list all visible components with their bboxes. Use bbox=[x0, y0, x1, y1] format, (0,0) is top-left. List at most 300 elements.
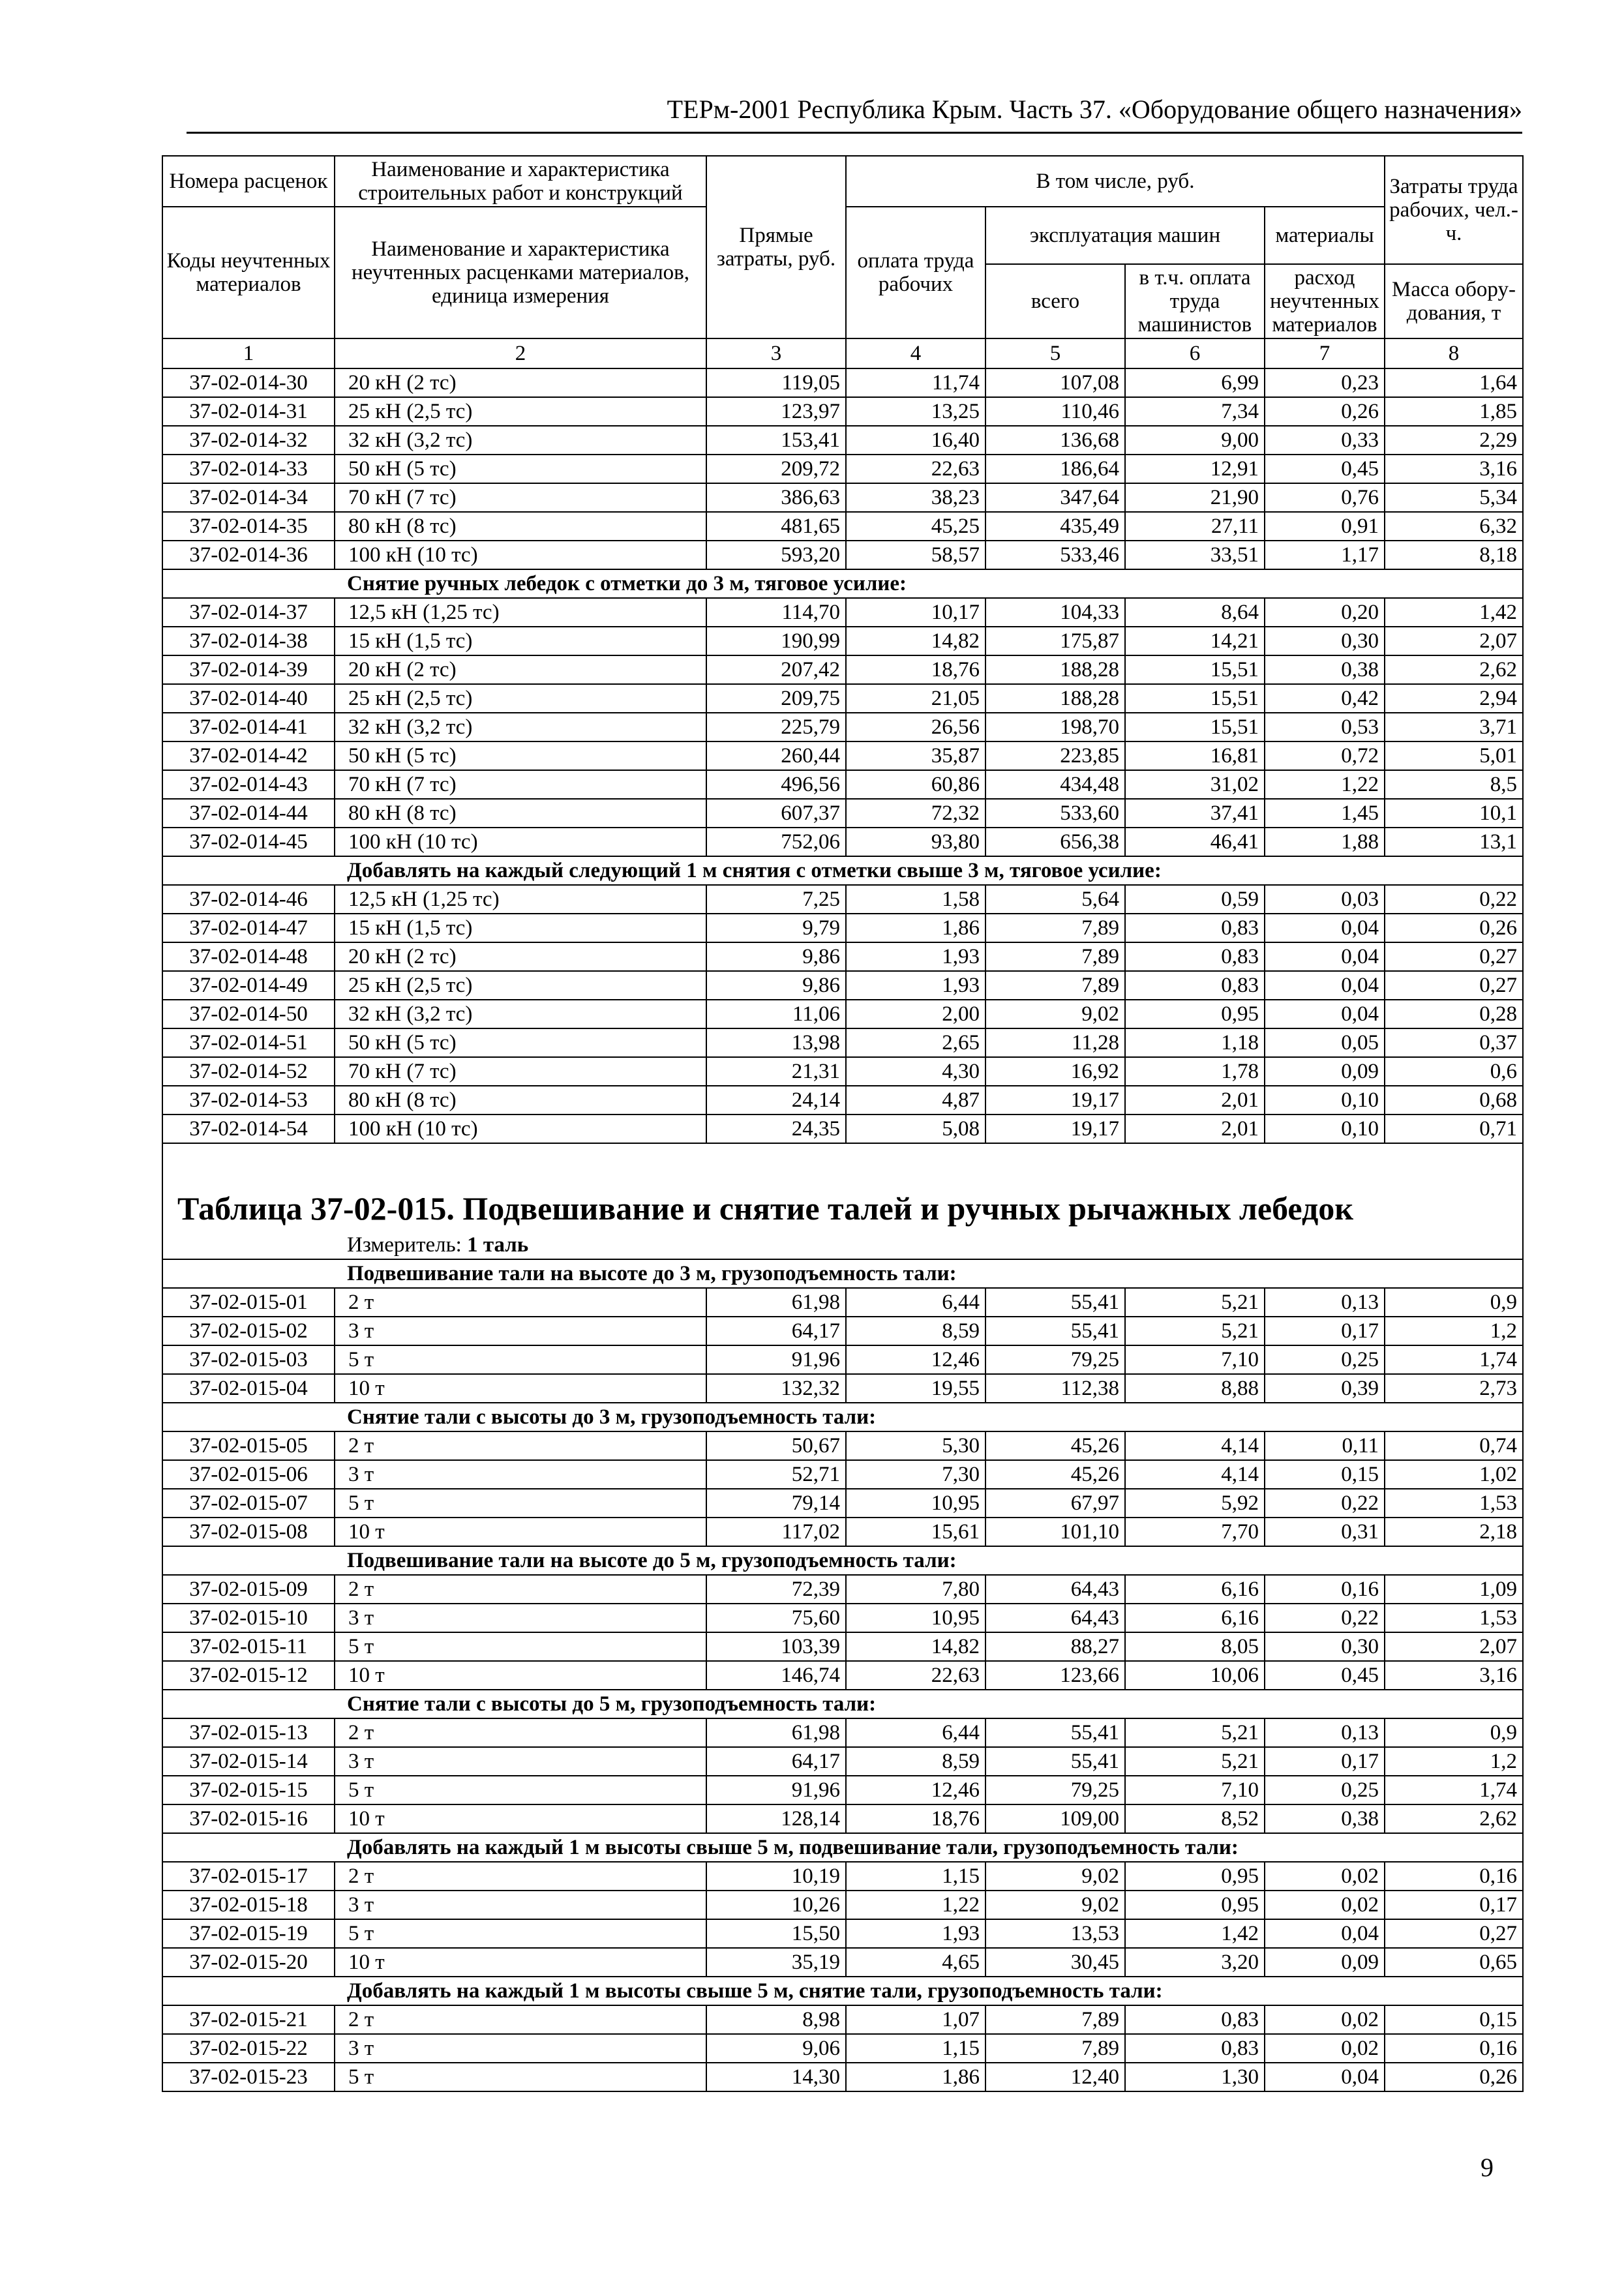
cell-work-name: 15 кН (1,5 тс) bbox=[335, 627, 706, 655]
header-machines: эксплуатация машин bbox=[985, 207, 1265, 264]
table-row bbox=[162, 770, 1523, 799]
cell-direct-costs: 79,14 bbox=[706, 1489, 846, 1518]
section-015-hang-3m bbox=[162, 1259, 1523, 1288]
cell-operator-wages: 27,11 bbox=[1125, 512, 1265, 541]
cell-work-name: 5 т bbox=[335, 1919, 706, 1948]
cell-direct-costs: 91,96 bbox=[706, 1345, 846, 1374]
cell-unaccounted-materials: 0,53 bbox=[1265, 713, 1385, 741]
cell-unaccounted-materials: 0,39 bbox=[1265, 1374, 1385, 1403]
cell-labor-costs: 5,01 bbox=[1385, 741, 1523, 770]
cell-rate-code: 37-02-015-15 bbox=[162, 1776, 335, 1804]
cell-operator-wages: 1,18 bbox=[1125, 1028, 1265, 1057]
cell-work-name: 70 кН (7 тс) bbox=[335, 1057, 706, 1086]
table-row bbox=[162, 885, 1523, 914]
cell-machines-total: 223,85 bbox=[985, 741, 1125, 770]
cell-unaccounted-materials: 1,17 bbox=[1265, 541, 1385, 569]
cell-unaccounted-materials: 0,22 bbox=[1265, 1604, 1385, 1632]
table-row bbox=[162, 1460, 1523, 1489]
cell-operator-wages: 0,83 bbox=[1125, 2034, 1265, 2063]
cell-work-name: 5 т bbox=[335, 1345, 706, 1374]
cell-wages: 5,08 bbox=[846, 1115, 985, 1143]
cell-operator-wages: 12,91 bbox=[1125, 455, 1265, 483]
cell-unaccounted-materials: 0,04 bbox=[1265, 1919, 1385, 1948]
column-index: 4 bbox=[846, 338, 985, 368]
cell-rate-code: 37-02-015-07 bbox=[162, 1489, 335, 1518]
cell-work-name: 32 кН (3,2 тс) bbox=[335, 1000, 706, 1028]
cell-unaccounted-materials: 0,02 bbox=[1265, 2034, 1385, 2063]
cell-rate-code: 37-02-015-20 bbox=[162, 1948, 335, 1977]
cell-operator-wages: 4,14 bbox=[1125, 1431, 1265, 1460]
cell-labor-costs: 0,6 bbox=[1385, 1057, 1523, 1086]
cell-operator-wages: 0,95 bbox=[1125, 1000, 1265, 1028]
cell-wages: 45,25 bbox=[846, 512, 985, 541]
cell-direct-costs: 114,70 bbox=[706, 598, 846, 627]
header-materials: материалы bbox=[1265, 207, 1385, 264]
table-row bbox=[162, 1747, 1523, 1776]
cell-wages: 13,25 bbox=[846, 397, 985, 426]
cell-direct-costs: 593,20 bbox=[706, 541, 846, 569]
table-row bbox=[162, 368, 1523, 397]
cell-labor-costs: 0,22 bbox=[1385, 885, 1523, 914]
cell-work-name: 3 т bbox=[335, 2034, 706, 2063]
cell-operator-wages: 0,95 bbox=[1125, 1891, 1265, 1919]
cell-operator-wages: 7,70 bbox=[1125, 1518, 1265, 1546]
cell-wages: 1,93 bbox=[846, 971, 985, 1000]
cell-unaccounted-materials: 1,45 bbox=[1265, 799, 1385, 828]
cell-rate-code: 37-02-015-10 bbox=[162, 1604, 335, 1632]
cell-direct-costs: 9,86 bbox=[706, 942, 846, 971]
cell-unaccounted-materials: 0,04 bbox=[1265, 971, 1385, 1000]
table-title: Таблица 37-02-015. Подвешивание и снятие талей и ручных рычажных лебедок bbox=[162, 1186, 1523, 1231]
cell-work-name: 2 т bbox=[335, 2005, 706, 2034]
cell-work-name: 32 кН (3,2 тс) bbox=[335, 713, 706, 741]
table-row bbox=[162, 1661, 1523, 1690]
table-row bbox=[162, 1115, 1523, 1143]
cell-work-name: 100 кН (10 тс) bbox=[335, 828, 706, 856]
cell-labor-costs: 0,16 bbox=[1385, 1862, 1523, 1891]
cell-work-name: 15 кН (1,5 тс) bbox=[335, 914, 706, 942]
cell-labor-costs: 3,16 bbox=[1385, 455, 1523, 483]
table-row bbox=[162, 971, 1523, 1000]
cell-direct-costs: 128,14 bbox=[706, 1804, 846, 1833]
cell-work-name: 3 т bbox=[335, 1317, 706, 1345]
cell-machines-total: 5,64 bbox=[985, 885, 1125, 914]
cell-work-name: 25 кН (2,5 тс) bbox=[335, 971, 706, 1000]
cell-direct-costs: 75,60 bbox=[706, 1604, 846, 1632]
cell-operator-wages: 7,10 bbox=[1125, 1345, 1265, 1374]
section-014-removal-rows bbox=[162, 598, 1523, 856]
table-row bbox=[162, 914, 1523, 942]
cell-unaccounted-materials: 0,09 bbox=[1265, 1948, 1385, 1977]
table-row bbox=[162, 512, 1523, 541]
cell-rate-code: 37-02-014-52 bbox=[162, 1057, 335, 1086]
cell-wages: 22,63 bbox=[846, 1661, 985, 1690]
cell-work-name: 3 т bbox=[335, 1604, 706, 1632]
cell-wages: 10,95 bbox=[846, 1604, 985, 1632]
cell-labor-costs: 2,07 bbox=[1385, 627, 1523, 655]
cell-labor-costs: 6,32 bbox=[1385, 512, 1523, 541]
cell-operator-wages: 1,78 bbox=[1125, 1057, 1265, 1086]
cell-direct-costs: 10,19 bbox=[706, 1862, 846, 1891]
cell-direct-costs: 386,63 bbox=[706, 483, 846, 512]
cell-operator-wages: 8,05 bbox=[1125, 1632, 1265, 1661]
cell-operator-wages: 1,42 bbox=[1125, 1919, 1265, 1948]
cell-unaccounted-materials: 0,02 bbox=[1265, 1862, 1385, 1891]
cell-direct-costs: 14,30 bbox=[706, 2063, 846, 2091]
cell-wages: 1,15 bbox=[846, 2034, 985, 2063]
cell-direct-costs: 9,06 bbox=[706, 2034, 846, 2063]
cell-work-name: 10 т bbox=[335, 1518, 706, 1546]
cell-operator-wages: 7,10 bbox=[1125, 1776, 1265, 1804]
cell-machines-total: 19,17 bbox=[985, 1086, 1125, 1115]
cell-rate-code: 37-02-015-08 bbox=[162, 1518, 335, 1546]
cell-unaccounted-materials: 0,04 bbox=[1265, 914, 1385, 942]
cell-operator-wages: 5,21 bbox=[1125, 1317, 1265, 1345]
table-row bbox=[162, 655, 1523, 684]
table-row bbox=[162, 1891, 1523, 1919]
cell-direct-costs: 496,56 bbox=[706, 770, 846, 799]
cell-wages: 10,17 bbox=[846, 598, 985, 627]
column-index: 1 bbox=[162, 338, 335, 368]
cell-unaccounted-materials: 0,02 bbox=[1265, 2005, 1385, 2034]
cell-machines-total: 110,46 bbox=[985, 397, 1125, 426]
table-row bbox=[162, 455, 1523, 483]
cell-labor-costs: 13,1 bbox=[1385, 828, 1523, 856]
section-015-hang-5m bbox=[162, 1546, 1523, 1575]
cell-operator-wages: 46,41 bbox=[1125, 828, 1265, 856]
cell-unaccounted-materials: 0,26 bbox=[1265, 397, 1385, 426]
table-row bbox=[162, 942, 1523, 971]
cell-work-name: 3 т bbox=[335, 1460, 706, 1489]
table-row bbox=[162, 1804, 1523, 1833]
cell-rate-code: 37-02-015-09 bbox=[162, 1575, 335, 1604]
cell-rate-code: 37-02-014-47 bbox=[162, 914, 335, 942]
cell-wages: 1,93 bbox=[846, 942, 985, 971]
cell-machines-total: 533,46 bbox=[985, 541, 1125, 569]
section-015-add-hang bbox=[162, 1833, 1523, 1862]
cell-work-name: 80 кН (8 тс) bbox=[335, 512, 706, 541]
cell-wages: 8,59 bbox=[846, 1317, 985, 1345]
cell-labor-costs: 1,74 bbox=[1385, 1345, 1523, 1374]
cell-rate-code: 37-02-015-04 bbox=[162, 1374, 335, 1403]
header-work-name: Наименование и характеристика строительных работ и конструкций bbox=[335, 156, 706, 207]
section-title: Подвешивание тали на высоте до 3 м, грузоподъемность тали: bbox=[162, 1259, 1523, 1288]
cell-machines-total: 67,97 bbox=[985, 1489, 1125, 1518]
section-015-remove-3m bbox=[162, 1403, 1523, 1431]
cell-wages: 60,86 bbox=[846, 770, 985, 799]
cell-labor-costs: 0,74 bbox=[1385, 1431, 1523, 1460]
cell-unaccounted-materials: 0,91 bbox=[1265, 512, 1385, 541]
cell-machines-total: 101,10 bbox=[985, 1518, 1125, 1546]
cell-unaccounted-materials: 0,30 bbox=[1265, 627, 1385, 655]
cell-wages: 6,44 bbox=[846, 1718, 985, 1747]
cell-rate-code: 37-02-015-06 bbox=[162, 1460, 335, 1489]
cell-operator-wages: 15,51 bbox=[1125, 684, 1265, 713]
cell-operator-wages: 6,16 bbox=[1125, 1575, 1265, 1604]
cell-rate-code: 37-02-014-42 bbox=[162, 741, 335, 770]
cell-rate-code: 37-02-015-18 bbox=[162, 1891, 335, 1919]
cell-wages: 15,61 bbox=[846, 1518, 985, 1546]
cell-direct-costs: 146,74 bbox=[706, 1661, 846, 1690]
cell-labor-costs: 0,27 bbox=[1385, 971, 1523, 1000]
column-index: 3 bbox=[706, 338, 846, 368]
cell-operator-wages: 8,88 bbox=[1125, 1374, 1265, 1403]
table-row bbox=[162, 627, 1523, 655]
table-row bbox=[162, 2034, 1523, 2063]
cell-operator-wages: 5,21 bbox=[1125, 1288, 1265, 1317]
cell-direct-costs: 119,05 bbox=[706, 368, 846, 397]
measure-unit bbox=[162, 1231, 1523, 1259]
table-row bbox=[162, 598, 1523, 627]
cell-work-name: 100 кН (10 тс) bbox=[335, 1115, 706, 1143]
header-machines-total: всего bbox=[985, 264, 1125, 338]
table-row bbox=[162, 426, 1523, 455]
cell-operator-wages: 0,95 bbox=[1125, 1862, 1265, 1891]
cell-rate-code: 37-02-015-14 bbox=[162, 1747, 335, 1776]
table-row bbox=[162, 1086, 1523, 1115]
cell-rate-code: 37-02-015-03 bbox=[162, 1345, 335, 1374]
cell-unaccounted-materials: 0,17 bbox=[1265, 1747, 1385, 1776]
cell-rate-code: 37-02-014-50 bbox=[162, 1000, 335, 1028]
section-015-remove-3m-rows bbox=[162, 1431, 1523, 1546]
cell-direct-costs: 15,50 bbox=[706, 1919, 846, 1948]
section-title: Снятие ручных лебедок с отметки до 3 м, тяговое усилие: bbox=[162, 569, 1523, 598]
cell-unaccounted-materials: 0,20 bbox=[1265, 598, 1385, 627]
cell-wages: 11,74 bbox=[846, 368, 985, 397]
cell-rate-code: 37-02-014-31 bbox=[162, 397, 335, 426]
header-wages: оплата труда рабочих bbox=[846, 207, 985, 338]
cell-machines-total: 188,28 bbox=[985, 684, 1125, 713]
cell-rate-code: 37-02-015-01 bbox=[162, 1288, 335, 1317]
cell-work-name: 50 кН (5 тс) bbox=[335, 741, 706, 770]
table-row bbox=[162, 828, 1523, 856]
cell-operator-wages: 5,21 bbox=[1125, 1718, 1265, 1747]
cell-machines-total: 656,38 bbox=[985, 828, 1125, 856]
cell-wages: 21,05 bbox=[846, 684, 985, 713]
cell-labor-costs: 1,2 bbox=[1385, 1747, 1523, 1776]
cell-wages: 2,65 bbox=[846, 1028, 985, 1057]
cell-work-name: 100 кН (10 тс) bbox=[335, 541, 706, 569]
cell-machines-total: 79,25 bbox=[985, 1345, 1125, 1374]
table-header bbox=[162, 156, 1523, 368]
table-row bbox=[162, 741, 1523, 770]
cell-labor-costs: 3,71 bbox=[1385, 713, 1523, 741]
cell-machines-total: 107,08 bbox=[985, 368, 1125, 397]
section-015-add-remove-rows bbox=[162, 2005, 1523, 2091]
cell-direct-costs: 8,98 bbox=[706, 2005, 846, 2034]
cell-rate-code: 37-02-015-23 bbox=[162, 2063, 335, 2091]
cell-rate-code: 37-02-015-19 bbox=[162, 1919, 335, 1948]
cell-direct-costs: 225,79 bbox=[706, 713, 846, 741]
cell-machines-total: 55,41 bbox=[985, 1718, 1125, 1747]
cell-wages: 1,86 bbox=[846, 2063, 985, 2091]
cell-work-name: 2 т bbox=[335, 1862, 706, 1891]
cell-wages: 2,00 bbox=[846, 1000, 985, 1028]
cell-labor-costs: 0,26 bbox=[1385, 2063, 1523, 2091]
cell-wages: 8,59 bbox=[846, 1747, 985, 1776]
cell-direct-costs: 9,86 bbox=[706, 971, 846, 1000]
cell-operator-wages: 10,06 bbox=[1125, 1661, 1265, 1690]
cell-unaccounted-materials: 0,30 bbox=[1265, 1632, 1385, 1661]
cell-operator-wages: 2,01 bbox=[1125, 1115, 1265, 1143]
measure-unit-label: Измеритель: bbox=[347, 1233, 462, 1257]
section-015-add-hang-rows bbox=[162, 1862, 1523, 1977]
cell-machines-total: 45,26 bbox=[985, 1431, 1125, 1460]
cell-rate-code: 37-02-014-36 bbox=[162, 541, 335, 569]
cell-operator-wages: 4,14 bbox=[1125, 1460, 1265, 1489]
cell-work-name: 2 т bbox=[335, 1288, 706, 1317]
cell-work-name: 20 кН (2 тс) bbox=[335, 368, 706, 397]
cell-labor-costs: 1,09 bbox=[1385, 1575, 1523, 1604]
header-material-codes: Коды неучтенных материалов bbox=[162, 207, 335, 338]
cell-direct-costs: 24,14 bbox=[706, 1086, 846, 1115]
header-equipment-mass: Масса обору-дования, т bbox=[1385, 264, 1523, 338]
cell-operator-wages: 37,41 bbox=[1125, 799, 1265, 828]
cell-direct-costs: 209,75 bbox=[706, 684, 846, 713]
cell-rate-code: 37-02-015-02 bbox=[162, 1317, 335, 1345]
cell-work-name: 10 т bbox=[335, 1948, 706, 1977]
cell-machines-total: 112,38 bbox=[985, 1374, 1125, 1403]
cell-direct-costs: 7,25 bbox=[706, 885, 846, 914]
cell-rate-code: 37-02-014-41 bbox=[162, 713, 335, 741]
table-row bbox=[162, 1575, 1523, 1604]
table-row bbox=[162, 1776, 1523, 1804]
cell-unaccounted-materials: 0,02 bbox=[1265, 1891, 1385, 1919]
cell-unaccounted-materials: 0,42 bbox=[1265, 684, 1385, 713]
cell-machines-total: 9,02 bbox=[985, 1862, 1125, 1891]
cell-unaccounted-materials: 0,04 bbox=[1265, 1000, 1385, 1028]
cell-machines-total: 16,92 bbox=[985, 1057, 1125, 1086]
cell-work-name: 20 кН (2 тс) bbox=[335, 655, 706, 684]
cell-machines-total: 7,89 bbox=[985, 971, 1125, 1000]
table-row bbox=[162, 397, 1523, 426]
cell-work-name: 12,5 кН (1,25 тс) bbox=[335, 885, 706, 914]
measure-unit-value: 1 таль bbox=[467, 1233, 529, 1257]
section-015-hang-3m-rows bbox=[162, 1288, 1523, 1403]
cell-wages: 18,76 bbox=[846, 1804, 985, 1833]
table-row bbox=[162, 1862, 1523, 1891]
cell-rate-code: 37-02-014-48 bbox=[162, 942, 335, 971]
cell-machines-total: 9,02 bbox=[985, 1000, 1125, 1028]
section-title: Добавлять на каждый следующий 1 м снятия с отметки свыше 3 м, тяговое усилие: bbox=[162, 856, 1523, 885]
section-015-remove-5m bbox=[162, 1690, 1523, 1718]
cell-unaccounted-materials: 0,45 bbox=[1265, 455, 1385, 483]
cell-machines-total: 79,25 bbox=[985, 1776, 1125, 1804]
cell-unaccounted-materials: 0,31 bbox=[1265, 1518, 1385, 1546]
cell-rate-code: 37-02-014-32 bbox=[162, 426, 335, 455]
cell-unaccounted-materials: 0,33 bbox=[1265, 426, 1385, 455]
cell-direct-costs: 481,65 bbox=[706, 512, 846, 541]
cell-rate-code: 37-02-015-21 bbox=[162, 2005, 335, 2034]
table-row bbox=[162, 1604, 1523, 1632]
cell-wages: 6,44 bbox=[846, 1288, 985, 1317]
cell-machines-total: 13,53 bbox=[985, 1919, 1125, 1948]
header-including: В том числе, руб. bbox=[846, 156, 1385, 207]
cell-direct-costs: 132,32 bbox=[706, 1374, 846, 1403]
cell-labor-costs: 2,29 bbox=[1385, 426, 1523, 455]
cell-rate-code: 37-02-015-22 bbox=[162, 2034, 335, 2063]
cell-unaccounted-materials: 0,03 bbox=[1265, 885, 1385, 914]
cell-rate-code: 37-02-014-54 bbox=[162, 1115, 335, 1143]
header-unaccounted-materials: расход неучтенных материалов bbox=[1265, 264, 1385, 338]
section-014-raise-continued bbox=[162, 368, 1523, 569]
cell-machines-total: 104,33 bbox=[985, 598, 1125, 627]
cell-work-name: 25 кН (2,5 тс) bbox=[335, 397, 706, 426]
cell-labor-costs: 0,17 bbox=[1385, 1891, 1523, 1919]
column-index: 7 bbox=[1265, 338, 1385, 368]
cell-wages: 1,22 bbox=[846, 1891, 985, 1919]
header-operator-wages: в т.ч. оплата труда машинистов bbox=[1125, 264, 1265, 338]
cell-rate-code: 37-02-015-12 bbox=[162, 1661, 335, 1690]
cell-work-name: 10 т bbox=[335, 1374, 706, 1403]
cell-work-name: 50 кН (5 тс) bbox=[335, 1028, 706, 1057]
cell-work-name: 2 т bbox=[335, 1431, 706, 1460]
cell-work-name: 70 кН (7 тс) bbox=[335, 770, 706, 799]
cell-direct-costs: 260,44 bbox=[706, 741, 846, 770]
header-rate-numbers: Номера расценок bbox=[162, 156, 335, 207]
cell-labor-costs: 2,94 bbox=[1385, 684, 1523, 713]
table-row bbox=[162, 1345, 1523, 1374]
cell-labor-costs: 1,85 bbox=[1385, 397, 1523, 426]
cell-operator-wages: 31,02 bbox=[1125, 770, 1265, 799]
cell-unaccounted-materials: 0,25 bbox=[1265, 1345, 1385, 1374]
cell-labor-costs: 1,53 bbox=[1385, 1604, 1523, 1632]
cell-operator-wages: 33,51 bbox=[1125, 541, 1265, 569]
cell-work-name: 32 кН (3,2 тс) bbox=[335, 426, 706, 455]
cell-labor-costs: 1,02 bbox=[1385, 1460, 1523, 1489]
cell-operator-wages: 15,51 bbox=[1125, 655, 1265, 684]
cell-unaccounted-materials: 0,25 bbox=[1265, 1776, 1385, 1804]
table-015-heading bbox=[162, 1143, 1523, 1259]
cell-labor-costs: 2,62 bbox=[1385, 655, 1523, 684]
cell-unaccounted-materials: 1,88 bbox=[1265, 828, 1385, 856]
cell-machines-total: 55,41 bbox=[985, 1317, 1125, 1345]
cell-wages: 58,57 bbox=[846, 541, 985, 569]
cell-rate-code: 37-02-015-16 bbox=[162, 1804, 335, 1833]
cell-work-name: 80 кН (8 тс) bbox=[335, 1086, 706, 1115]
cell-rate-code: 37-02-014-45 bbox=[162, 828, 335, 856]
cell-machines-total: 123,66 bbox=[985, 1661, 1125, 1690]
cell-work-name: 5 т bbox=[335, 1489, 706, 1518]
cell-machines-total: 64,43 bbox=[985, 1575, 1125, 1604]
cell-machines-total: 7,89 bbox=[985, 2034, 1125, 2063]
cell-labor-costs: 0,26 bbox=[1385, 914, 1523, 942]
document-header: ТЕРм-2001 Республика Крым. Часть 37. «Оборудование общего назначения» bbox=[667, 95, 1522, 124]
section-014-additional bbox=[162, 856, 1523, 885]
cell-direct-costs: 752,06 bbox=[706, 828, 846, 856]
cell-labor-costs: 0,71 bbox=[1385, 1115, 1523, 1143]
table-row bbox=[162, 799, 1523, 828]
table-row bbox=[162, 1632, 1523, 1661]
section-015-hang-5m-rows bbox=[162, 1575, 1523, 1690]
section-014-additional-rows bbox=[162, 885, 1523, 1143]
table-row bbox=[162, 541, 1523, 569]
cell-rate-code: 37-02-014-34 bbox=[162, 483, 335, 512]
cell-rate-code: 37-02-015-11 bbox=[162, 1632, 335, 1661]
cell-machines-total: 347,64 bbox=[985, 483, 1125, 512]
cell-operator-wages: 8,64 bbox=[1125, 598, 1265, 627]
cell-operator-wages: 0,83 bbox=[1125, 914, 1265, 942]
cell-wages: 18,76 bbox=[846, 655, 985, 684]
cell-labor-costs: 0,9 bbox=[1385, 1288, 1523, 1317]
cell-labor-costs: 0,65 bbox=[1385, 1948, 1523, 1977]
cell-work-name: 2 т bbox=[335, 1718, 706, 1747]
column-index: 8 bbox=[1385, 338, 1523, 368]
cell-machines-total: 186,64 bbox=[985, 455, 1125, 483]
cell-operator-wages: 2,01 bbox=[1125, 1086, 1265, 1115]
table-row bbox=[162, 1057, 1523, 1086]
cell-unaccounted-materials: 0,11 bbox=[1265, 1431, 1385, 1460]
